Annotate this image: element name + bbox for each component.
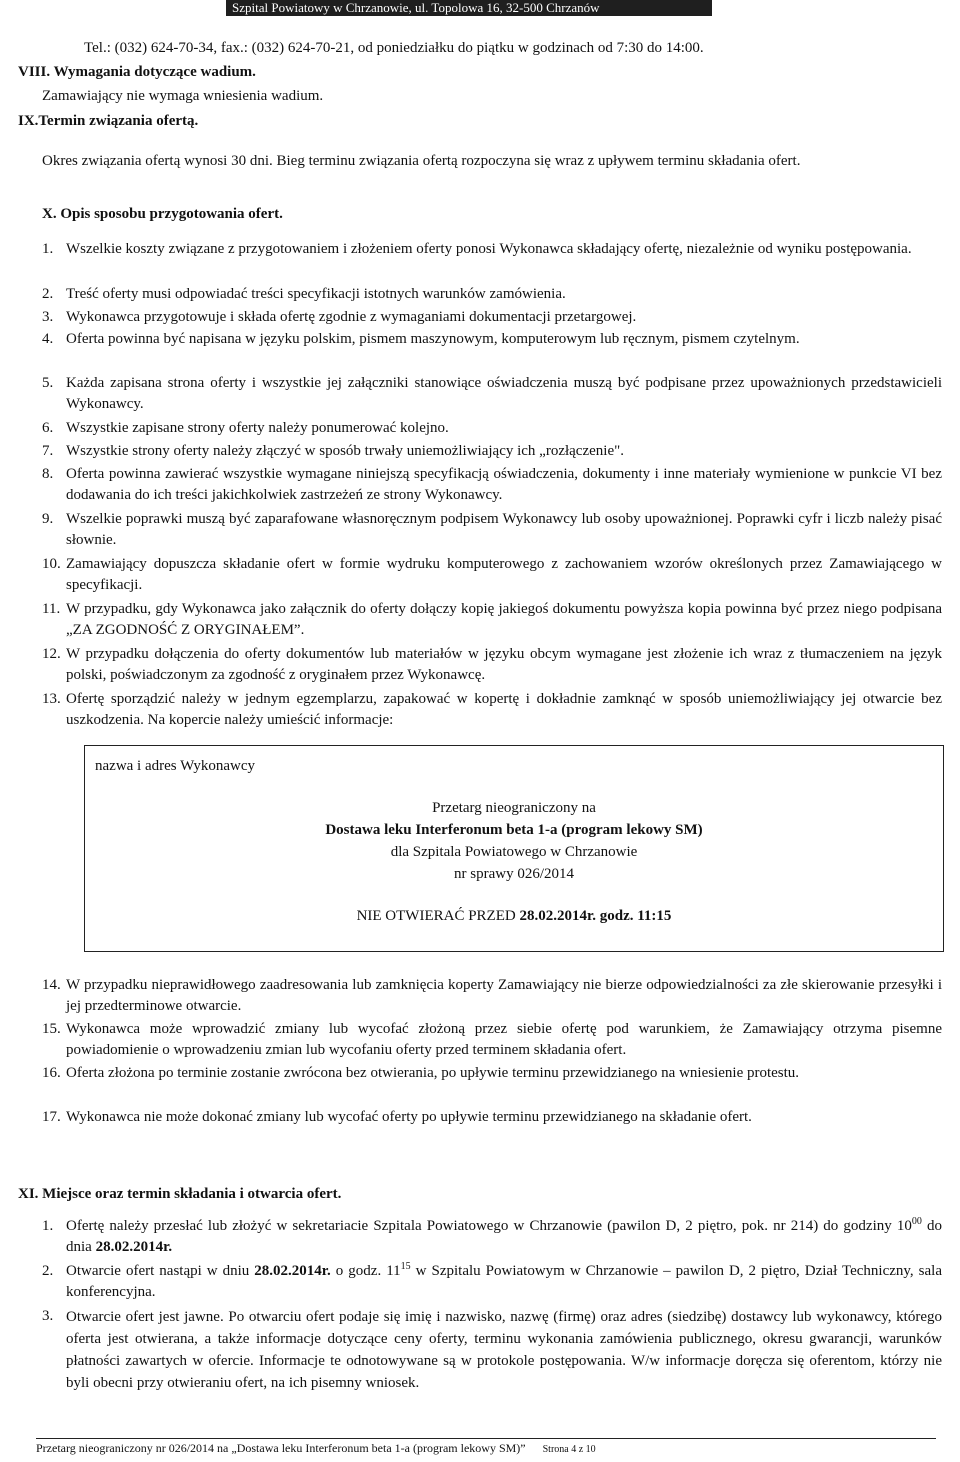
page-footer xyxy=(36,1438,936,1459)
list-item xyxy=(66,1216,942,1258)
section-11-title: XI. Miejsce oraz termin składania i otwarcia ofert. xyxy=(18,1186,342,1202)
section-8-text: Zamawiający nie wymaga wniesienia wadium. xyxy=(42,88,324,104)
list-item: Ofertę sporządzić należy w jednym egzemplarzu, zapakować w kopertę i dokładnie zamknąć w sposób uniemożliwiający jej otwarcie bez uszkodzenia. Na kopercie należy umieścić informacje: xyxy=(66,691,942,728)
list-number: 11. xyxy=(42,601,61,617)
list-item: Otwarcie ofert jest jawne. Po otwarciu ofert podaje się imię i nazwisko, nazwę (firmę) oraz adres (siedzibę) dostawcy lub wykonawcy, którego oferta jest otwierana, a także informacje dotyczące ceny oferty, terminu wykonania zamówienia publicznego, okresu gwarancji, warunków płatności zawartych w ofercie. Informacje te odnotowywane są w protokole postępowania. W/w informacje doręcza się oferentom, którzy nie byli obecni przy otwieraniu ofert, na ich pisemny wniosek. xyxy=(66,1309,942,1391)
list-number: 1. xyxy=(42,241,54,257)
page-number: Strona 4 z 10 xyxy=(542,1444,596,1455)
list-number: 5. xyxy=(42,375,54,391)
list-number: 7. xyxy=(42,443,54,459)
envelope-line-5 xyxy=(85,906,943,927)
list-item: Wykonawca nie może dokonać zmiany lub wycofać oferty po upływie terminu przewidzianego na składanie ofert. xyxy=(66,1109,752,1125)
list-number: 13. xyxy=(42,691,61,707)
list-number: 14. xyxy=(42,977,61,993)
list-item: Wszystkie strony oferty należy złączyć w sposób trwały uniemożliwiający ich „rozłączenie". xyxy=(66,443,624,459)
list-number: 15. xyxy=(42,1021,61,1037)
list-number: 9. xyxy=(42,511,54,527)
list-number: 2. xyxy=(42,286,54,302)
footer-text: Przetarg nieograniczony nr 026/2014 na „Dostawa leku Interferonum beta 1-a (program lekowy SM)” xyxy=(36,1441,526,1455)
envelope-warning: NIE OTWIERAĆ PRZED xyxy=(356,908,520,924)
list-item: Każda zapisana strona oferty i wszystkie jej załączniki stanowiące oświadczenia muszą być podpisane przez upoważnionych przedstawicieli Wykonawcy. xyxy=(66,375,942,412)
envelope-line-1: Przetarg nieograniczony na xyxy=(432,800,596,816)
item-text: Otwarcie ofert nastąpi w dniu xyxy=(66,1263,255,1279)
list-number: 16. xyxy=(42,1065,61,1081)
list-item: Wykonawca może wprowadzić zmiany lub wycofać złożoną przez siebie ofertę pod warunkiem, że Zamawiający otrzyma pisemne powiadomienie o wprowadzeniu zmian lub wycofaniu oferty przed terminem składania ofert. xyxy=(66,1021,942,1058)
list-item xyxy=(66,1261,942,1303)
list-item: W przypadku dołączenia do oferty dokumentów lub materiałów w języku obcym wymagane jest złożenie ich wraz z tłumaczeniem na język polski, poświadczonym za zgodność z oryginałem przez Wykonawcę. xyxy=(66,646,942,683)
envelope-line-4: nr sprawy 026/2014 xyxy=(454,866,574,882)
section-8-title: VIII. Wymagania dotyczące wadium. xyxy=(18,64,256,80)
list-number: 4. xyxy=(42,331,54,347)
list-item: Wykonawca przygotowuje i składa ofertę zgodnie z wymaganiami dokumentacji przetargowej. xyxy=(66,309,637,325)
envelope-box xyxy=(84,745,944,952)
envelope-line-2: Dostawa leku Interferonum beta 1-a (program lekowy SM) xyxy=(325,822,703,838)
list-number: 17. xyxy=(42,1109,61,1125)
section-9-text: Okres związania ofertą wynosi 30 dni. Bieg terminu związania ofertą rozpoczyna się wraz z upływem terminu składania ofert. xyxy=(42,153,801,169)
list-number: 12. xyxy=(42,646,61,662)
envelope-line-3: dla Szpitala Powiatowego w Chrzanowie xyxy=(390,844,638,860)
list-number: 10. xyxy=(42,556,61,572)
section-10-title: X. Opis sposobu przygotowania ofert. xyxy=(42,206,283,222)
list-item: W przypadku, gdy Wykonawca jako załącznik do oferty dołączy kopię jakiegoś dokumentu powyższa kopia powinna być przez niego podpisana „ZA ZGODNOŚĆ Z ORYGINAŁEM”. xyxy=(66,601,942,638)
list-item: Wszelkie poprawki muszą być zaparafowane własnoręcznym podpisem Wykonawcy lub osoby upoważnionej. Poprawki cyfr i liczb należy pisać słownie. xyxy=(66,511,942,548)
page-header xyxy=(0,0,960,14)
item-date: 28.02.2014r. xyxy=(95,1239,173,1255)
list-item: W przypadku nieprawidłowego zaadresowania lub zamknięcia koperty Zamawiający nie bierze odpowiedzialności za złe skierowanie przesyłki i jej przedterminowe otwarcie. xyxy=(66,977,942,1014)
header-text: Szpital Powiatowy w Chrzanowie, ul. Topolowa 16, 32-500 Chrzanów xyxy=(226,0,712,16)
list-number: 3. xyxy=(42,1308,54,1324)
list-item: Zamawiający dopuszcza składanie ofert w formie wydruku komputerowego z zachowaniem wzorów określonych przez Zamawiającego w specyfikacji. xyxy=(66,556,942,593)
list-number: 2. xyxy=(42,1263,54,1279)
contact-line: Tel.: (032) 624-70-34, fax.: (032) 624-70-21, od poniedziałku do piątku w godzinach od 7:30 do 14:00. xyxy=(84,40,704,56)
list-number: 8. xyxy=(42,466,54,482)
item-text: o godz. 11 xyxy=(330,1263,401,1279)
item-text: do dnia xyxy=(66,1218,943,1255)
list-item: Wszystkie zapisane strony oferty należy ponumerować kolejno. xyxy=(66,420,449,436)
list-item: Oferta złożona po terminie zostanie zwrócona bez otwierania, po upływie terminu przewidzianego na wniesienie protestu. xyxy=(66,1065,800,1081)
list-item: Treść oferty musi odpowiadać treści specyfikacji istotnych warunków zamówienia. xyxy=(66,286,566,302)
list-number: 6. xyxy=(42,420,54,436)
list-number: 1. xyxy=(42,1218,54,1234)
time-superscript: 15 xyxy=(400,1261,411,1272)
item-text: w Szpitalu Powiatowym w Chrzanowie – pawilon D, 2 piętro, Dział Techniczny, sala konferencyjna. xyxy=(66,1263,942,1300)
section-9-title: IX.Termin związania ofertą. xyxy=(18,113,199,129)
list-item: Wszelkie koszty związane z przygotowaniem i złożeniem oferty ponosi Wykonawca składający ofertę, niezależnie od wyniku postępowania. xyxy=(66,241,912,257)
list-item: Oferta powinna zawierać wszystkie wymagane niniejszą specyfikacją oświadczenia, dokumenty i inne materiały wymienione w punkcie VI bez dodawania do ich treści jakichkolwiek zastrzeżeń ze strony Wykonawcy. xyxy=(66,466,942,503)
item-text: Ofertę należy przesłać lub złożyć w sekretariacie Szpitala Powiatowego w Chrzanowie (pawilon D, 2 piętro, pok. nr 214) do godziny 10 xyxy=(66,1218,912,1234)
list-item: Oferta powinna być napisana w języku polskim, pismem maszynowym, komputerowym lub ręcznym, pismem czytelnym. xyxy=(66,331,800,347)
time-superscript: 00 xyxy=(911,1216,922,1227)
envelope-deadline: 28.02.2014r. godz. 11:15 xyxy=(519,908,672,924)
list-number: 3. xyxy=(42,309,54,325)
item-date: 28.02.2014r. xyxy=(254,1263,331,1279)
envelope-address-label: nazwa i adres Wykonawcy xyxy=(95,758,256,774)
